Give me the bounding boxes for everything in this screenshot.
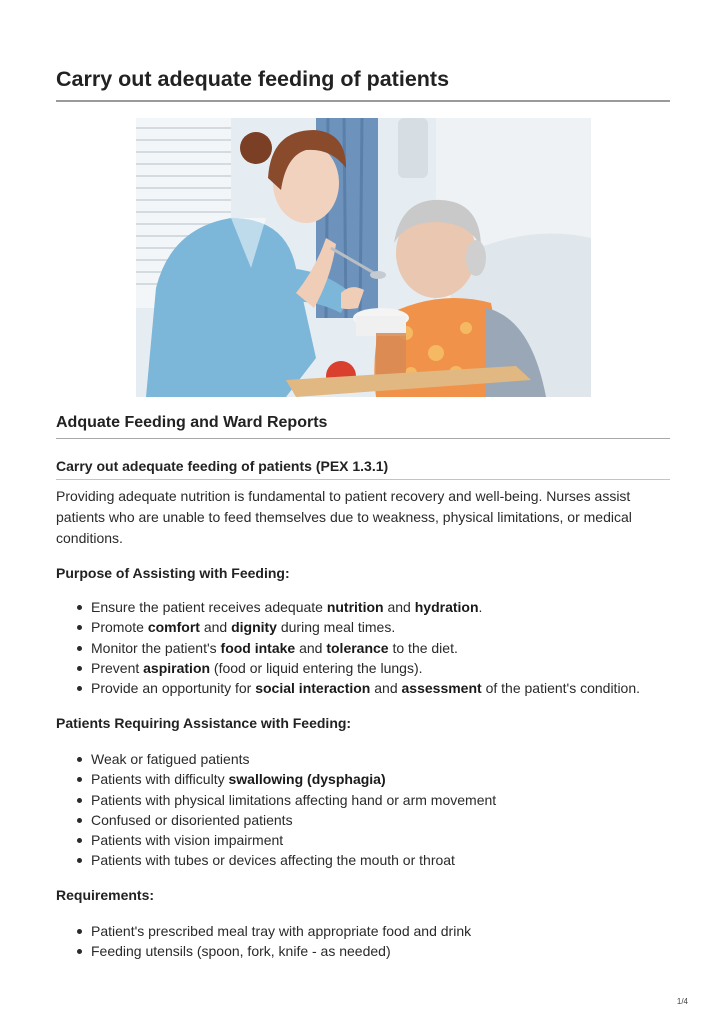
list-item: Patients with tubes or devices affecting the mouth or throat	[91, 850, 496, 870]
list-item: Prevent aspiration (food or liquid entering the lungs).	[91, 658, 640, 678]
list-item: Weak or fatigued patients	[91, 749, 496, 769]
page-number: 1/4	[676, 997, 688, 1006]
subsection-heading: Carry out adequate feeding of patients (PEX 1.3.1)	[56, 458, 670, 480]
intro-paragraph: Providing adequate nutrition is fundamental to patient recovery and well-being. Nurses assist patients who are unable to feed themselves due to weakness, physical limitations, or medical conditions.	[56, 488, 632, 546]
list-item: Patients with vision impairment	[91, 830, 496, 850]
list-item: Monitor the patient's food intake and tolerance to the diet.	[91, 638, 640, 658]
list-item: Feeding utensils (spoon, fork, knife - as needed)	[91, 941, 471, 961]
nurse-feeding-photo	[136, 118, 591, 397]
hero-photo-nurse-feeding-patient	[136, 118, 591, 397]
list-item: Patient's prescribed meal tray with appropriate food and drink	[91, 921, 471, 941]
section-heading: Adquate Feeding and Ward Reports	[56, 414, 670, 439]
page-title: Carry out adequate feeding of patients	[56, 67, 670, 102]
requiring-heading: Patients Requiring Assistance with Feeding:	[56, 715, 352, 731]
purpose-list	[56, 597, 640, 698]
list-item: Promote comfort and dignity during meal times.	[91, 617, 640, 637]
purpose-heading: Purpose of Assisting with Feeding:	[56, 565, 290, 581]
list-item: Patients with physical limitations affecting hand or arm movement	[91, 790, 496, 810]
requirements-heading: Requirements:	[56, 887, 155, 903]
list-item: Provide an opportunity for social interaction and assessment of the patient's condition.	[91, 678, 640, 698]
list-item: Patients with difficulty swallowing (dysphagia)	[91, 769, 496, 789]
list-item: Ensure the patient receives adequate nutrition and hydration.	[91, 597, 640, 617]
list-item: Confused or disoriented patients	[91, 810, 496, 830]
requirements-list	[56, 921, 471, 962]
requiring-list	[56, 749, 496, 871]
